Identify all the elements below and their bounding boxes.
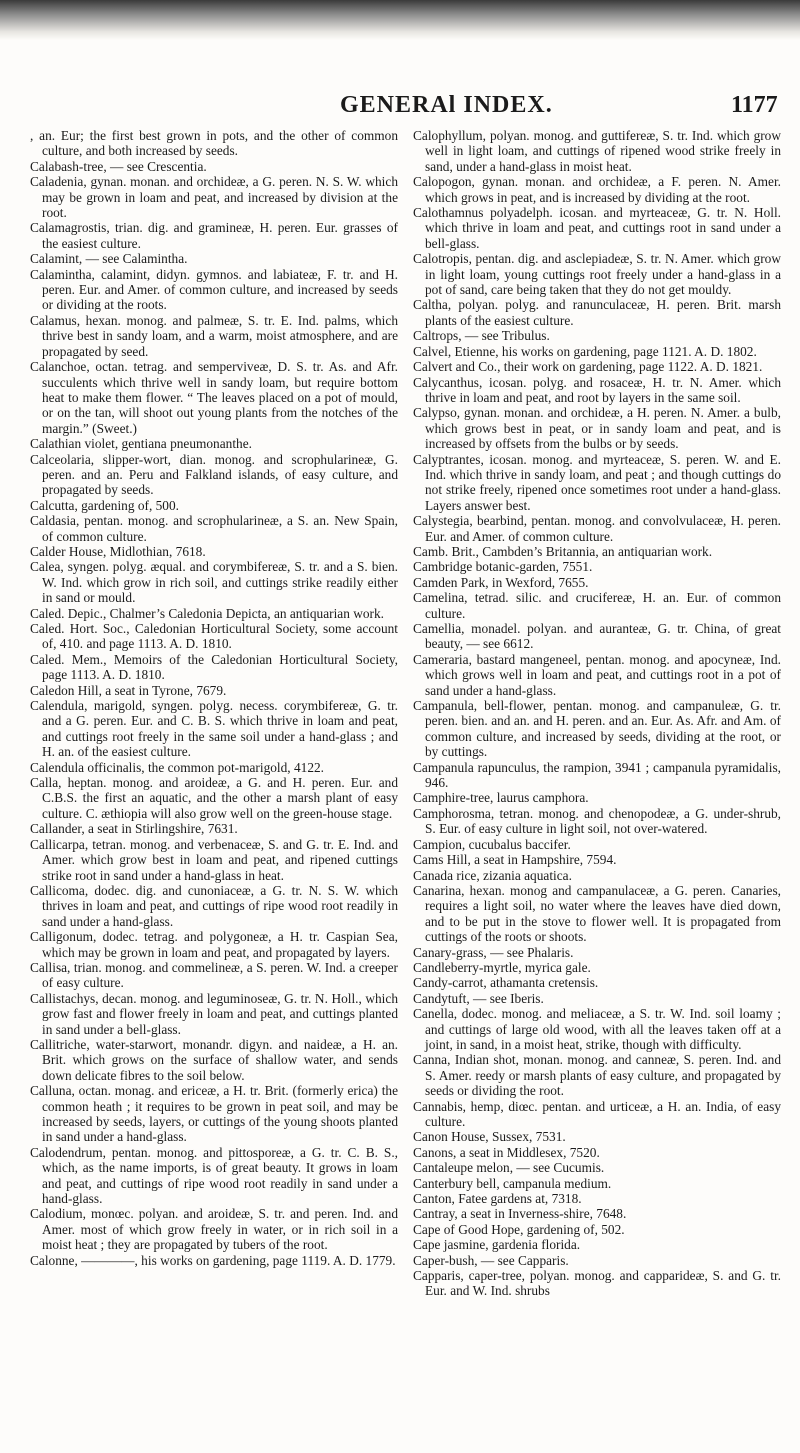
- index-entry: Camden Park, in Wexford, 7655.: [413, 574, 589, 590]
- index-entry: Calamagrostis, trian. dig. and gramineæ, H. peren. Eur. grasses of the easiest culture.: [30, 220, 398, 251]
- index-entry: Calyptrantes, icosan. monog. and myrteaceæ, S. peren. W. and E. Ind. which thrive in sandy loam, and peat ; and though cuttings do not strike freely, ripened once sometimes root under a hand-glass. Layers answer best.: [413, 451, 781, 513]
- index-entry: Calodendrum, pentan. monog. and pittosporeæ, a G. tr. C. B. S., which, as the name imports, is of great beauty. It grows in loam and peat, and cuttings of ripe wood root readily in sand under a hand-glass.: [30, 1144, 398, 1207]
- index-entry: Calamus, hexan. monog. and palmeæ, S. tr. E. Ind. palms, which thrive best in sandy loam, and a warm, moist atmosphere, and are propagated by seed.: [30, 312, 398, 359]
- index-entry: Calanchoe, octan. tetrag. and semperviveæ, D. S. tr. As. and Afr. succulents which thrive well in sandy loam, but require bottom heat to make them flower. “ The leaves placed on a pot of mould, or on the tan, will shoot out young plants from the notches of the margin.” (Sweet.): [30, 359, 398, 436]
- index-entry: Canada rice, zizania aquatica.: [413, 867, 572, 883]
- index-entry: Caldasia, pentan. monog. and scrophularineæ, a S. an. New Spain, of common culture.: [30, 513, 398, 544]
- index-entry: Campion, cucubalus baccifer.: [413, 836, 571, 852]
- index-entry: Cambridge botanic-garden, 7551.: [413, 559, 593, 575]
- index-entry: Campanula rapunculus, the rampion, 3941 ; campanula pyramidalis, 946.: [413, 759, 781, 791]
- index-entry: Caladenia, gynan. monan. and orchideæ, a G. peren. N. S. W. which may be grown in loam and peat, and increased by division at the root.: [30, 174, 398, 221]
- index-entry: Callitriche, water-starwort, monandr. digyn. and naideæ, a H. an. Brit. which grows on the surface of shallow water, and sends down delicate fibres to the soil below.: [30, 1036, 398, 1083]
- index-entry: Callander, a seat in Stirlingshire, 7631.: [30, 821, 238, 837]
- index-entry: Calodium, monœc. polyan. and aroideæ, S. tr. and peren. Ind. and Amer. most of which grow freely in water, or in rich soil in a moist heat ; they are propagated by tubers of the root.: [30, 1206, 398, 1253]
- index-entry: Canon House, Sussex, 7531.: [413, 1129, 566, 1145]
- index-entry: Caper-bush, — see Capparis.: [413, 1252, 569, 1268]
- index-entry: Calathian violet, gentiana pneumonanthe.: [30, 436, 252, 452]
- index-entry: Candytuft, — see Iberis.: [413, 990, 544, 1006]
- index-entry: Caledon Hill, a seat in Tyrone, 7679.: [30, 682, 227, 698]
- index-entry: Calendula, marigold, syngen. polyg. necess. corymbifereæ, G. tr. and a G. peren. Eur. and C. B. S. which thrive in loam and peat, and cuttings root freely in the same soil under a hand-glass ; and H. an. of the easiest culture.: [30, 698, 398, 760]
- index-entry: Capparis, caper-tree, polyan. monog. and capparideæ, S. and G. tr. Eur. and W. Ind. shrubs: [413, 1268, 781, 1299]
- index-entry: Camellia, monadel. polyan. and auranteæ, G. tr. China, of great beauty, — see 6612.: [413, 621, 781, 652]
- index-entry: Caled. Depic., Chalmer’s Caledonia Depicta, an antiquarian work.: [30, 605, 384, 621]
- index-entry: Calotropis, pentan. dig. and asclepiadeæ, S. tr. N. Amer. which grow in light loam, young cuttings root freely under a hand-glass in a pot of sand, care being taken that they do not get mouldy.: [413, 251, 781, 298]
- index-entry: Camb. Brit., Cambden’s Britannia, an antiquarian work.: [413, 543, 713, 559]
- running-title: GENERAl INDEX.: [340, 92, 553, 118]
- index-entry: Cantaleupe melon, — see Cucumis.: [413, 1160, 605, 1176]
- index-entry: Caltha, polyan. polyg. and ranunculaceæ, H. peren. Brit. marsh plants of the easiest culture.: [413, 297, 781, 328]
- index-entry: Cape jasmine, gardenia florida.: [413, 1237, 581, 1253]
- index-entry: Calycanthus, icosan. polyg. and rosaceæ, H. tr. N. Amer. which thrive in loam and peat, and root by layers in the same soil.: [413, 374, 781, 405]
- index-entry: Callicarpa, tetran. monog. and verbenaceæ, S. and G. tr. E. Ind. and Amer. which grow best in loam and peat, and ripened cuttings strike root in sand under a hand-glass in heat.: [30, 836, 398, 883]
- index-entry: Calamintha, calamint, didyn. gymnos. and labiateæ, F. tr. and H. peren. Eur. and Amer. of common culture, and increased by seeds or dividing at the roots.: [30, 266, 398, 313]
- index-entry: Cams Hill, a seat in Hampshire, 7594.: [413, 852, 617, 868]
- index-entry: Cannabis, hemp, diœc. pentan. and urticeæ, a H. an. India, of easy culture.: [413, 1098, 781, 1129]
- index-entry: Calder House, Midlothian, 7618.: [30, 543, 206, 559]
- index-entry: Callisa, trian. monog. and commelineæ, a S. peren. W. Ind. a creeper of easy culture.: [30, 959, 398, 991]
- index-entry: Cape of Good Hope, gardening of, 502.: [413, 1221, 625, 1237]
- running-header: [0, 92, 800, 118]
- index-entry: Camphorosma, tetran. monog. and chenopodeæ, a G. under-shrub, S. Eur. of easy culture in light soil, not over-watered.: [413, 805, 781, 837]
- index-entry: Calvert and Co., their work on gardening, page 1122. A. D. 1821.: [413, 359, 763, 375]
- index-entry: Caled. Hort. Soc., Caledonian Horticultural Society, some account of, 410. and page 1113. A. D. 1810.: [30, 621, 398, 652]
- index-entry: Calothamnus polyadelph. icosan. and myrteaceæ, G. tr. N. Holl. which thrive in loam and peat, and cuttings root in sand under a bell-glass.: [413, 205, 781, 251]
- index-entry: Candleberry-myrtle, myrica gale.: [413, 959, 591, 975]
- index-entry: Caltrops, — see Tribulus.: [413, 328, 550, 344]
- index-entry: Calopogon, gynan. monan. and orchideæ, a F. peren. N. Amer. which grows in peat, and is increased by dividing at the root.: [413, 174, 781, 205]
- index-entry: Calonne, ————, his works on gardening, page 1119. A. D. 1779.: [30, 1252, 396, 1268]
- index-entry: Calluna, octan. monag. and ericeæ, a H. tr. Brit. (formerly erica) the common heath ; it requires to be grown in peat soil, and may be increased by seeds, layers, or cuttings of the young shoots planted in sand under a hand-glass.: [30, 1083, 398, 1145]
- index-entry: Canary-grass, — see Phalaris.: [413, 944, 574, 960]
- index-entry: Candy-carrot, athamanta cretensis.: [413, 975, 599, 991]
- right-column: [413, 128, 781, 1299]
- index-entry: Calystegia, bearbind, pentan. monog. and convolvulaceæ, H. peren. Eur. and Amer. of common culture.: [413, 513, 781, 544]
- index-entry: , an. Eur; the first best grown in pots, and the other of common culture, and both increased by seeds.: [30, 128, 398, 159]
- page-number: 1177: [731, 92, 778, 118]
- left-column: [30, 128, 398, 1268]
- index-entry: Canterbury bell, campanula medium.: [413, 1175, 612, 1191]
- index-entry: Camphire-tree, laurus camphora.: [413, 790, 589, 806]
- index-entry: Calypso, gynan. monan. and orchideæ, a H. peren. N. Amer. a bulb, which grows best in peat, or in sandy loam and peat, and is increased by offsets from the bulbs or by seeds.: [413, 405, 781, 452]
- index-entry: Calvel, Etienne, his works on gardening, page 1121. A. D. 1802.: [413, 343, 757, 359]
- index-entry: Calea, syngen. polyg. æqual. and corymbifereæ, S. tr. and a S. bien. W. Ind. which grow in rich soil, and cuttings strike readily either in sand or mould.: [30, 559, 398, 606]
- index-entry: Campanula, bell-flower, pentan. monog. and campanuleæ, G. tr. peren. bien. and an. and H. peren. and an. Eur. As. Afr. and Am. of common culture, and increased by seeds, dividing at the root, or by cuttings.: [413, 698, 781, 760]
- index-entry: Cameraria, bastard mangeneel, pentan. monog. and apocyneæ, Ind. which grows well in loam and peat, and cuttings root in a pot of sand under a hand-glass.: [413, 651, 781, 698]
- index-entry: Caled. Mem., Memoirs of the Caledonian Horticultural Society, page 1113. A. D. 1810.: [30, 651, 398, 683]
- index-entry: Callicoma, dodec. dig. and cunoniaceæ, a G. tr. N. S. W. which thrives in loam and peat, and cuttings of ripe wood root readily in sand under a hand-glass.: [30, 882, 398, 929]
- index-entry: Calamint, — see Calamintha.: [30, 251, 188, 267]
- index-entry: Calophyllum, polyan. monog. and guttifereæ, S. tr. Ind. which grow well in light loam, and cuttings of ripened wood strike freely in sand, under a hand-glass in moist heat.: [413, 128, 781, 174]
- index-entry: Canarina, hexan. monog and campanulaceæ, a G. peren. Canaries, requires a light soil, no water where the leaves have died down, and to be put in the stove to flower well. It is propagated from cuttings of the roots or shoots.: [413, 882, 781, 945]
- index-entry: Canton, Fatee gardens at, 7318.: [413, 1191, 582, 1207]
- index-entry: Canna, Indian shot, monan. monog. and canneæ, S. peren. Ind. and S. Amer. reedy or marsh plants of easy culture, and propagated by seeds or dividing the root.: [413, 1052, 781, 1099]
- index-entry: Calabash-tree, — see Crescentia.: [30, 158, 207, 174]
- index-entry: Calla, heptan. monog. and aroideæ, a G. and H. peren. Eur. and C.B.S. the first an aquatic, and the other a marsh plant of easy culture. C. æthiopia will also grow well on the green-house stage.: [30, 775, 398, 821]
- index-entry: Camelina, tetrad. silic. and crucifereæ, H. an. Eur. of common culture.: [413, 590, 781, 621]
- index-entry: Callistachys, decan. monog. and leguminoseæ, G. tr. N. Holl., which grow fast and flower freely in loam and peat, and cuttings planted in sand under a bell-glass.: [30, 990, 398, 1037]
- index-entry: Canella, dodec. monog. and meliaceæ, a S. tr. W. Ind. soil loamy ; and cuttings of large old wood, with all the leaves taken off at a joint, in sand, in a moist heat, strike, though with difficulty.: [413, 1006, 781, 1052]
- index-entry: Canons, a seat in Middlesex, 7520.: [413, 1144, 600, 1160]
- scan-edge-shadow: [0, 0, 800, 40]
- index-entry: Calceolaria, slipper-wort, dian. monog. and scrophularineæ, G. peren. and an. Peru and Falkland islands, of easy culture, and propagated by seeds.: [30, 451, 398, 498]
- index-entry: Calcutta, gardening of, 500.: [30, 497, 179, 513]
- index-entry: Cantray, a seat in Inverness-shire, 7648.: [413, 1206, 627, 1222]
- index-entry: Calendula officinalis, the common pot-marigold, 4122.: [30, 759, 324, 775]
- index-entry: Calligonum, dodec. tetrag. and polygoneæ, a H. tr. Caspian Sea, which may be grown in loam and peat, and propagated by layers.: [30, 929, 398, 960]
